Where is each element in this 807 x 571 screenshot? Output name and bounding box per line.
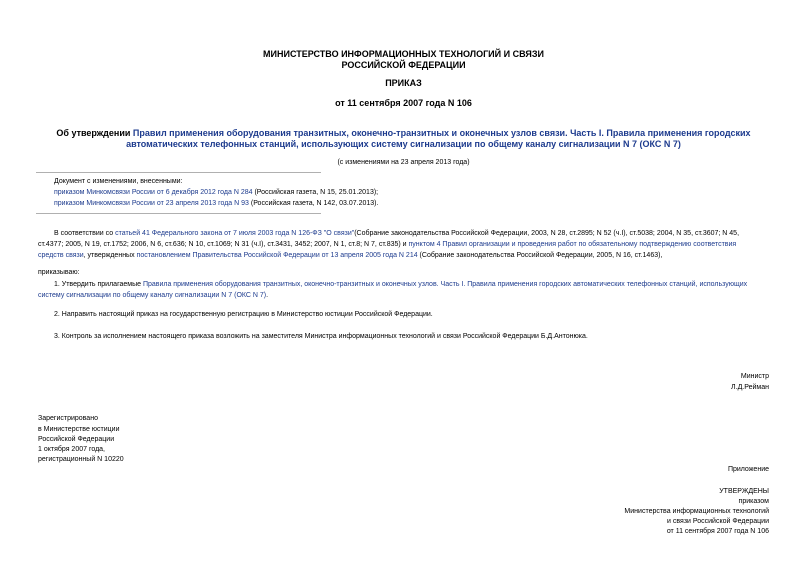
approved-rules-link[interactable]: Правила применения оборудования транзитных, оконечно-транзитных и оконечных узлов. Часть I. Правила применения городских автоматических телефонных станций, использующих — [142, 281, 748, 288]
registration-line1: Зарегистрировано — [38, 415, 98, 422]
title-rules-link[interactable]: Правил применения оборудования транзитных, оконечно-транзитных и оконечных узлов связи. Часть I. Правила применения городских — [132, 128, 751, 138]
changes-link-order-93[interactable]: приказом Минкомсвязи России от 23 апреля 2013 года N 93 — [54, 200, 249, 207]
order-item-1-line2: систему сигнализации по общему каналу сигнализации N 7 (ОКС N 7). — [38, 292, 269, 299]
appendix-line3: и связи Российской Федерации — [667, 518, 769, 525]
law-126-fz-link[interactable]: статьей 41 Федерального закона от 7 июля 2003 года N 126-ФЗ "О связи" — [115, 230, 355, 237]
preamble-line1: В соответствии со статьей 41 Федерального закона от 7 июля 2003 года N 126-ФЗ "О связи"(Собрание законодательства Российской Федерации, 2003, N 28, ст.2895; N 52 (ч.I), ст.5038; 2004, N 35, ст.3607; N 45, — [54, 230, 740, 237]
title-prefix: Об утверждении — [56, 128, 133, 138]
ministry-name-line2: РОССИЙСКОЙ ФЕДЕРАЦИИ — [341, 60, 466, 70]
changes-heading: Документ с изменениями, внесенными: — [54, 178, 183, 185]
changes-item-2: приказом Минкомсвязи России от 23 апреля 2013 года N 93 (Российская газета, N 142, 03.07.2013). — [54, 200, 379, 207]
registration-line5: регистрационный N 10220 — [38, 456, 124, 463]
registration-line4: 1 октября 2007 года, — [38, 446, 106, 453]
rules-item4-link[interactable]: пунктом 4 Правил организации и проведения работ по обязательному подтверждению соответствия — [408, 241, 737, 248]
appendix-line2: Министерства информационных технологий — [624, 508, 769, 515]
document-title-line1 — [0, 128, 807, 139]
amended-note: (с изменениями на 23 апреля 2013 года) — [337, 159, 470, 166]
approved-rules-link-cont[interactable]: систему сигнализации по общему каналу сигнализации N 7 (ОКС N 7) — [38, 292, 267, 299]
changes-link-order-284[interactable]: приказом Минкомсвязи России от 6 декабря 2012 года N 284 — [54, 189, 253, 196]
appendix-line1: приказом — [738, 498, 769, 505]
changes-item-1: приказом Минкомсвязи России от 6 декабря 2012 года N 284 (Российская газета, N 15, 25.01.2013); — [54, 189, 379, 196]
registration-line3: Российской Федерации — [38, 436, 115, 443]
document-date: от 11 сентября 2007 года N 106 — [335, 98, 472, 108]
changes-bottom-rule — [36, 213, 321, 214]
signature-position: Министр — [740, 373, 769, 380]
document-title-line2 — [0, 139, 807, 150]
document-type: ПРИКАЗ — [385, 78, 422, 88]
title-rules-link-cont[interactable]: автоматических телефонных станций, использующих систему сигнализации по общему каналу сигнализации N 7 (ОКС N 7) — [126, 139, 681, 149]
order-item-3: 3. Контроль за исполнением настоящего приказа возложить на заместителя Министра информационных технологий и связи Российской Федерации Б.Д.Антонюка. — [54, 333, 588, 340]
preamble-line3: средств связи, утвержденных постановлением Правительства Российской Федерации от 13 апреля 2005 года N 214 (Собрание законодательства Российской Федерации, 2005, N 16, ст.1463), — [38, 252, 663, 259]
appendix-label: Приложение — [727, 466, 769, 473]
signature-name: Л.Д.Рейман — [731, 384, 769, 391]
rules-item4-link-cont[interactable]: средств связи — [38, 252, 84, 259]
preamble-line2: ст.4377; 2005, N 19, ст.1752; 2006, N 6, ст.636; N 10, ст.1069; N 31 (ч.I), ст.3431, 3452; 2007, N 1, ст.8; N 7, ст.835) и пунктом 4 Правил организации и проведения работ по обязательному подтверждению соответствия — [38, 241, 737, 248]
appendix-approved: УТВЕРЖДЕНЫ — [719, 488, 769, 495]
registration-line2: в Министерстве юстиции — [38, 426, 120, 433]
ministry-name-line1: МИНИСТЕРСТВО ИНФОРМАЦИОННЫХ ТЕХНОЛОГИЙ И СВЯЗИ — [263, 49, 544, 59]
order-item-1-line1: 1. Утвердить прилагаемые Правила применения оборудования транзитных, оконечно-транзитных и оконечных узлов. Часть I. Правила применения городских автоматических телефонных станций, использующих — [54, 281, 748, 288]
order-intro: приказываю: — [38, 269, 80, 276]
changes-top-rule — [36, 172, 321, 173]
appendix-line4: от 11 сентября 2007 года N 106 — [666, 528, 769, 535]
order-item-2: 2. Направить настоящий приказ на государственную регистрацию в Министерство юстиции Российской Федерации. — [54, 311, 433, 318]
government-decree-214-link[interactable]: постановлением Правительства Российской Федерации от 13 апреля 2005 года N 214 — [136, 252, 418, 259]
